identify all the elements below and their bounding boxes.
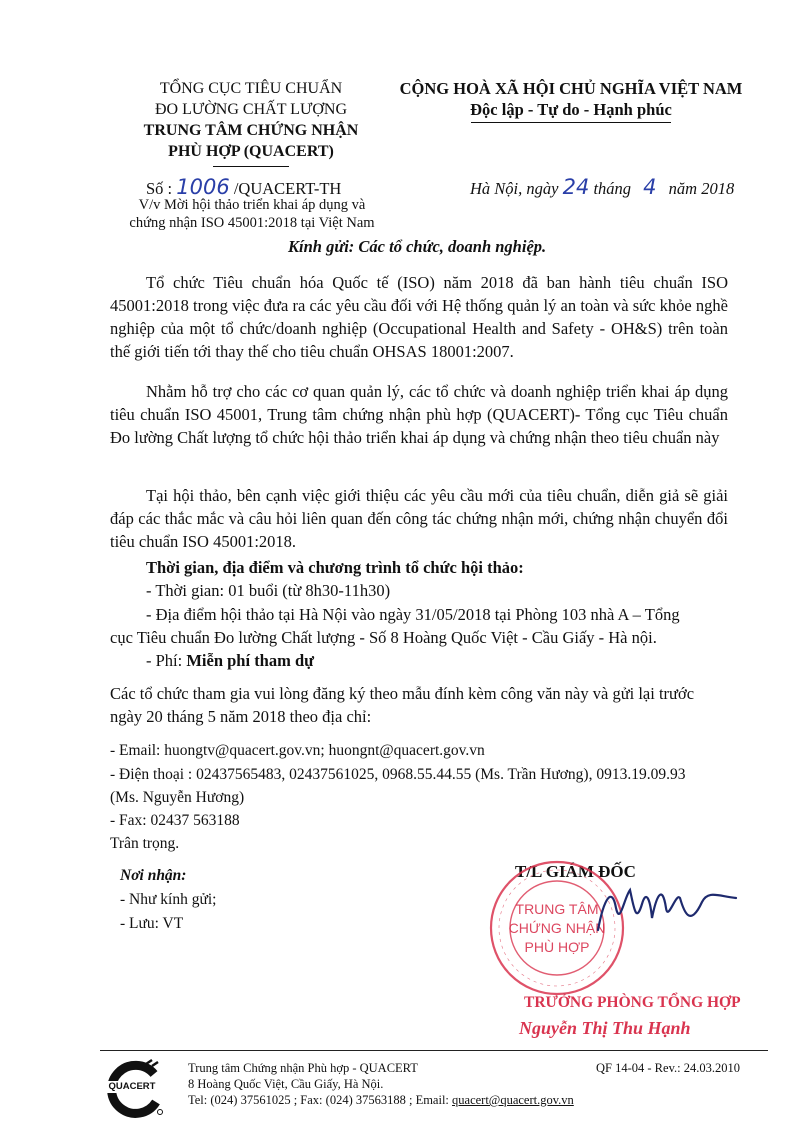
national-motto: Độc lập - Tự do - Hạnh phúc (470, 100, 672, 119)
date-day-handwritten: 24 (562, 175, 590, 199)
issuing-agency-header (120, 78, 382, 167)
signature-title-prefix: T/L (515, 862, 542, 881)
contact-phone-2: (Ms. Nguyễn Hương) (110, 789, 245, 806)
footer-org-name: Trung tâm Chứng nhận Phù hợp - QUACERT (188, 1061, 418, 1075)
document-subject (104, 196, 400, 232)
signature-scribble-icon (590, 868, 740, 948)
recipient-item: - Lưu: VT (120, 915, 184, 932)
signer-position: TRƯỞNG PHÒNG TỔNG HỢP (524, 994, 741, 1011)
quacert-logo (104, 1058, 166, 1118)
paragraph-2 (110, 380, 728, 449)
doc-number-label: Số : (146, 179, 173, 198)
footer-divider (100, 1050, 768, 1051)
fee-value: Miễn phí tham dự (186, 651, 315, 670)
date-year: năm 2018 (668, 179, 735, 198)
paragraph-3-text: Tại hội thảo, bên cạnh việc giới thiệu các yêu cầu mới của tiêu chuẩn, diễn giả sẽ giải đáp các thắc mắc và câu hỏi liên quan đến công tác chứng nhận mới, chứng nhận chuyển đổi tiêu chuẩn ISO 45001:2018. (110, 486, 728, 551)
stamp-line-3: PHÙ HỢP (524, 939, 590, 955)
register-line-1: Các tổ chức tham gia vui lòng đăng ký theo mẫu đính kèm công văn này và gửi lại trước (110, 684, 695, 703)
date-month-handwritten: 4 (643, 175, 657, 199)
footer-email-link[interactable]: quacert@quacert.gov.vn (452, 1093, 574, 1107)
agency-line-2: ĐO LƯỜNG CHẤT LƯỢNG (154, 101, 348, 118)
paragraph-3 (110, 484, 728, 553)
stamp-line-2: CHỨNG NHẬN (508, 920, 606, 936)
contact-email: - Email: huongtv@quacert.gov.vn; huongnt@quacert.gov.vn (110, 742, 485, 759)
document-date (470, 175, 734, 199)
subject-line-1: V/v Mời hội thảo triển khai áp dụng và (138, 197, 366, 213)
recipient-item: - Như kính gửi; (120, 891, 217, 908)
schedule-location-2: cục Tiêu chuẩn Đo lường Chất lượng - Số 8 Hoàng Quốc Việt - Cầu Giấy - Hà nội. (110, 628, 657, 647)
footer-address (188, 1060, 574, 1108)
signer-name: Nguyễn Thị Thu Hạnh (519, 1018, 691, 1038)
recipients-heading: Nơi nhận: (120, 867, 187, 884)
salutation: Kính gửi: Các tổ chức, doanh nghiệp. (288, 237, 547, 256)
register-line-2: ngày 20 tháng 5 năm 2018 theo địa chỉ: (110, 707, 372, 726)
footer-contact-line (188, 1092, 574, 1108)
national-header (388, 78, 754, 123)
form-code: QF 14-04 - Rev.: 24.03.2010 (596, 1061, 740, 1075)
doc-number-suffix: /QUACERT-TH (233, 179, 342, 198)
motto-underline (471, 122, 671, 123)
paragraph-1-text: Tổ chức Tiêu chuẩn hóa Quốc tế (ISO) năm 2018 đã ban hành tiêu chuẩn ISO 45001:2018 trong việc đưa ra các yêu cầu đối với Hệ thống quản lý an toàn và sức khỏe nghề nghiệp của một tổ chức/doanh nghiệp (Occupational Health and Safety - OH&S) trên toàn thế giới tiến tới thay thế cho tiêu chuẩn OHSAS 18001:2007. (110, 273, 728, 361)
date-prefix: Hà Nội, ngày (470, 179, 559, 198)
contact-fax: - Fax: 02437 563188 (110, 812, 240, 829)
closing-greeting: Trân trọng. (110, 835, 180, 852)
recipients-block (120, 864, 216, 936)
agency-line-4: PHÙ HỢP (QUACERT) (168, 143, 334, 160)
fee-label: - Phí: (146, 651, 187, 670)
doc-number-handwritten: 1006 (176, 175, 230, 199)
footer-address-line: 8 Hoàng Quốc Việt, Cầu Giấy, Hà Nội. (188, 1077, 384, 1091)
logo-text: QUACERT (106, 1081, 158, 1093)
schedule-time: - Thời gian: 01 buổi (từ 8h30-11h30) (146, 581, 391, 600)
footer-tel-fax: Tel: (024) 37561025 ; Fax: (024) 37563188 ; Email: (188, 1093, 453, 1107)
agency-line-1: TỔNG CỤC TIÊU CHUẨN (159, 80, 343, 97)
national-title: CỘNG HOÀ XÃ HỘI CHỦ NGHĨA VIỆT NAM (399, 79, 743, 98)
paragraph-1 (110, 271, 728, 363)
handwritten-signature (590, 868, 740, 948)
stamp-line-1: TRUNG TÂM (515, 901, 599, 917)
agency-line-3: TRUNG TÂM CHỨNG NHẬN (143, 122, 359, 139)
paragraph-2-text: Nhằm hỗ trợ cho các cơ quan quản lý, các tổ chức và doanh nghiệp triển khai áp dụng tiêu chuẩn ISO 45001, Trung tâm chứng nhận phù hợp (QUACERT)- Tổng cục Tiêu chuẩn Đo lường Chất lượng tổ chức hội thảo triển khai áp dụng và chứng nhận theo tiêu chuẩn này (110, 382, 728, 447)
date-month-label: tháng (593, 179, 632, 198)
schedule-fee (146, 650, 314, 672)
signature-title-text: GIÁM ĐỐC (545, 862, 636, 881)
agency-underline (213, 166, 289, 167)
subject-line-2: chứng nhận ISO 45001:2018 tại Việt Nam (129, 215, 375, 231)
contact-phone-1: - Điện thoại : 02437565483, 02437561025, 0968.55.44.55 (Ms. Trần Hương), 0913.19.09.93 (110, 766, 686, 783)
schedule-location-1: - Địa điểm hội thảo tại Hà Nội vào ngày 31/05/2018 tại Phòng 103 nhà A – Tổng (146, 605, 680, 624)
schedule-heading: Thời gian, địa điểm và chương trình tổ chức hội thảo: (146, 558, 524, 577)
